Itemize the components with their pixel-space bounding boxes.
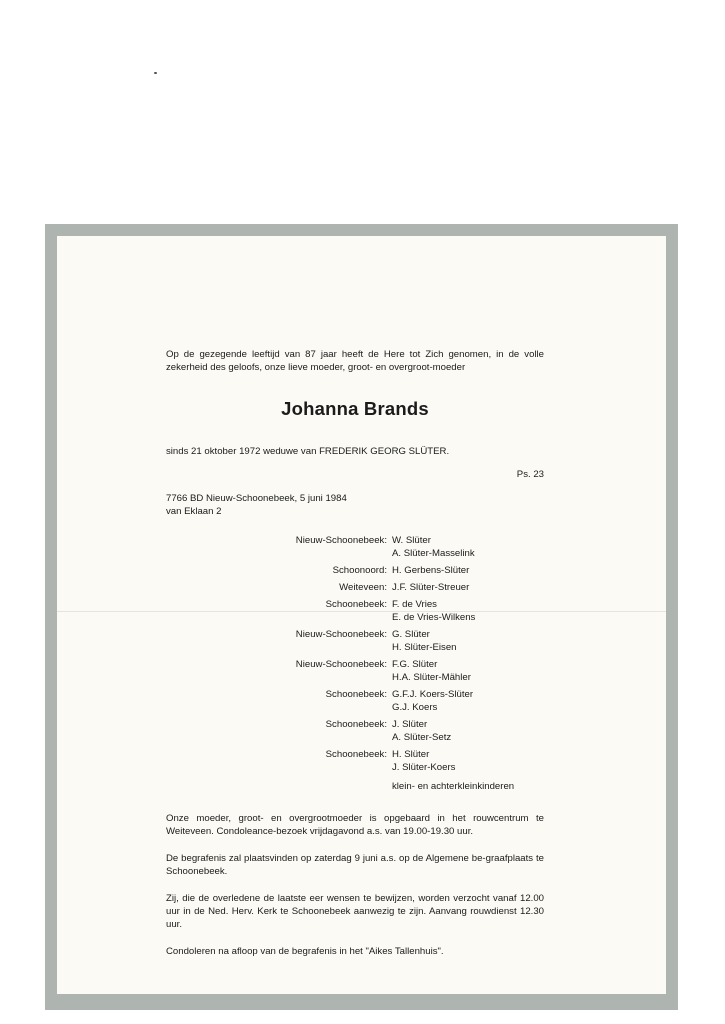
widow-line: sinds 21 oktober 1972 weduwe van FREDERIK GEORG SLÜTER. [166, 446, 450, 457]
family-entry [166, 688, 544, 714]
family-place: Schoonebeek: [325, 719, 387, 730]
family-place: Schoonebeek: [325, 599, 387, 610]
family-place: Nieuw-Schoonebeek: [295, 629, 387, 640]
family-member: J.F. Slüter-Streuer [392, 582, 470, 593]
family-entry [166, 581, 544, 594]
family-member: F.G. Slüter [392, 659, 438, 670]
grandchildren-line: klein- en achterkleinkinderen [392, 781, 515, 792]
church-paragraph: Zij, die de overledene de laatste eer wensen te bewijzen, worden verzocht vanaf 12.00 uur in de Ned. Herv. Kerk te Schoonebeek aanwezig te zijn. Aanvang rouwdienst 12.30 uur. [166, 893, 544, 930]
address-block [166, 492, 544, 518]
family-place: Nieuw-Schoonebeek: [295, 659, 387, 670]
family-member: E. de Vries-Wilkens [392, 612, 476, 623]
family-member: H.A. Slüter-Mähler [392, 672, 471, 683]
notice-content [166, 348, 544, 958]
family-members [392, 598, 544, 624]
family-members [392, 628, 544, 654]
card-paper [57, 236, 666, 994]
family-list [166, 534, 544, 793]
family-entry [166, 598, 544, 624]
paper-speck [154, 72, 157, 74]
address-line: 7766 BD Nieuw-Schoonebeek, 5 juni 1984 [166, 493, 347, 504]
family-member: H. Gerbens-Slüter [392, 565, 470, 576]
family-entry [166, 534, 544, 560]
family-place: Schoonoord: [332, 565, 387, 576]
deceased-name: Johanna Brands [281, 398, 429, 419]
family-member: H. Slüter [392, 749, 430, 760]
family-members [392, 581, 544, 594]
family-member: G. Slüter [392, 629, 430, 640]
psalm-reference: Ps. 23 [516, 469, 544, 480]
intro-text: Op de gezegende leeftijd van 87 jaar heeft de Here tot Zich genomen, in de volle zekerheid des geloofs, onze lieve moeder, groot- en overgroot-moeder [166, 349, 544, 373]
family-members [392, 658, 544, 684]
family-entry [166, 564, 544, 577]
family-members [392, 534, 544, 560]
family-member: J. Slüter-Koers [392, 762, 456, 773]
family-members [392, 564, 544, 577]
family-entry [166, 718, 544, 744]
family-member: A. Slüter-Masselink [392, 548, 475, 559]
family-place: Schoonebeek: [325, 689, 387, 700]
family-members [392, 748, 544, 774]
condolence-paragraph: Condoleren na afloop van de begrafenis in het "Aikes Tallenhuis". [166, 946, 444, 957]
family-place: Weiteveen: [339, 582, 387, 593]
family-members [392, 718, 544, 744]
mourning-card [45, 224, 678, 1010]
address-line: van Eklaan 2 [166, 506, 222, 517]
family-place: Schoonebeek: [325, 749, 387, 760]
family-member: A. Slüter-Setz [392, 732, 452, 743]
family-entry [166, 658, 544, 684]
family-member: F. de Vries [392, 599, 437, 610]
family-member: J. Slüter [392, 719, 428, 730]
family-entry [166, 628, 544, 654]
family-entry [166, 748, 544, 774]
family-member: G.J. Koers [392, 702, 438, 713]
family-place: Nieuw-Schoonebeek: [295, 535, 387, 546]
family-member: W. Slüter [392, 535, 431, 546]
family-members [392, 688, 544, 714]
family-member: H. Slüter-Eisen [392, 642, 457, 653]
burial-paragraph: Onze moeder, groot- en overgrootmoeder is opgebaard in het rouwcentrum te Weiteveen. Condoleance-bezoek vrijdagavond a.s. van 19.00-19.30 uur. [166, 813, 544, 837]
funeral-paragraph: De begrafenis zal plaatsvinden op zaterdag 9 juni a.s. op de Algemene be-graafplaats te Schoonebeek. [166, 853, 544, 877]
family-member: G.F.J. Koers-Slüter [392, 689, 474, 700]
